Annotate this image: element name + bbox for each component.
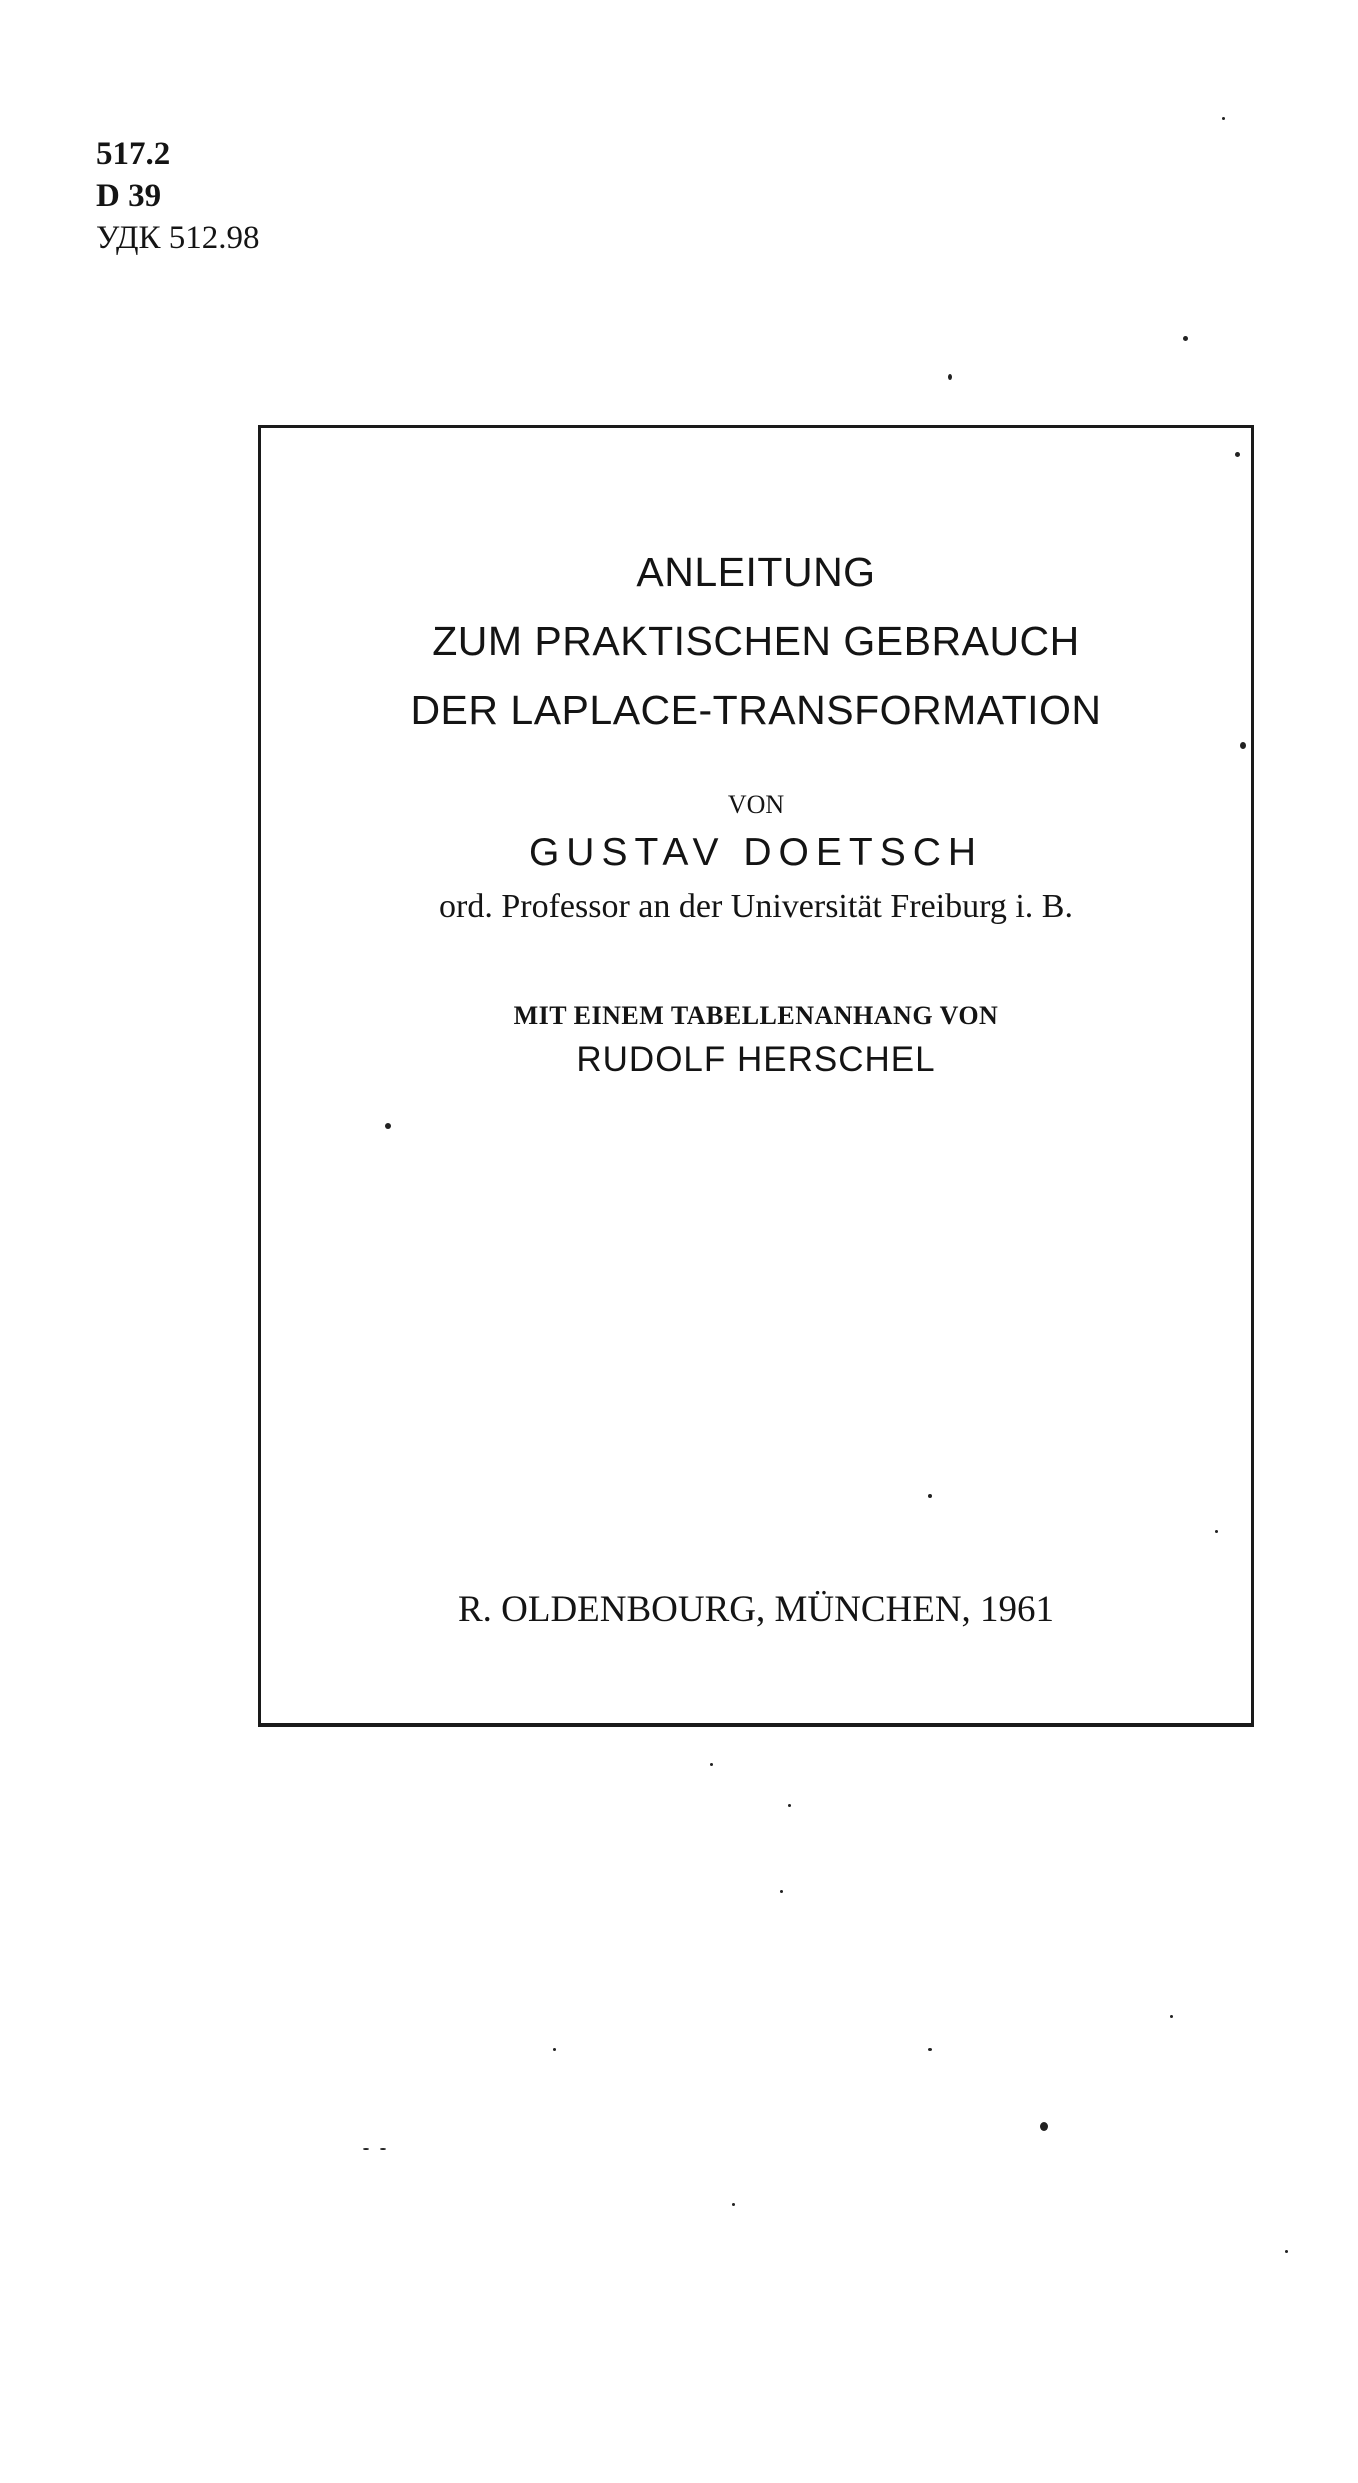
author-name: GUSTAV DOETSCH — [528, 831, 984, 874]
title-line: ZUM PRAKTISCHEN GEBRAUCH — [432, 618, 1080, 664]
book-title — [261, 538, 1251, 745]
scan-speck — [1285, 2250, 1288, 2253]
classification-number: 517.2 — [96, 136, 171, 172]
scan-speck — [1215, 1530, 1218, 1533]
scan-speck — [363, 2148, 369, 2150]
scan-speck — [1040, 2122, 1048, 2131]
scan-speck — [710, 1763, 713, 1766]
scan-speck — [1183, 336, 1188, 341]
scan-speck — [928, 1494, 932, 1498]
title-line: ANLEITUNG — [636, 549, 876, 595]
library-classification — [96, 138, 260, 264]
author-affiliation: ord. Professor an der Universität Freiburg i. B. — [439, 888, 1073, 925]
scan-speck — [948, 374, 952, 380]
scan-speck — [1170, 2015, 1173, 2018]
publisher-line: R. OLDENBOURG, MÜNCHEN, 1961 — [457, 1589, 1055, 1630]
scan-speck — [1222, 117, 1225, 120]
appendix-note: MIT EINEM TABELLENANHANG VON — [513, 1001, 999, 1030]
scan-speck — [1235, 452, 1240, 457]
scan-speck — [928, 2048, 932, 2051]
scan-speck — [780, 1890, 783, 1893]
scan-speck — [1240, 742, 1246, 749]
scan-speck — [553, 2048, 556, 2051]
appendix-author: RUDOLF HERSCHEL — [576, 1040, 936, 1079]
title-frame — [258, 425, 1254, 1727]
by-label: VON — [727, 790, 785, 819]
scan-speck — [380, 2148, 386, 2150]
classification-code: D 39 — [96, 178, 162, 214]
scan-speck — [788, 1804, 791, 1807]
title-line: DER LAPLACE-TRANSFORMATION — [410, 687, 1102, 733]
scan-speck — [732, 2203, 735, 2206]
udc-code: УДК 512.98 — [96, 220, 260, 256]
scan-speck — [385, 1123, 391, 1129]
